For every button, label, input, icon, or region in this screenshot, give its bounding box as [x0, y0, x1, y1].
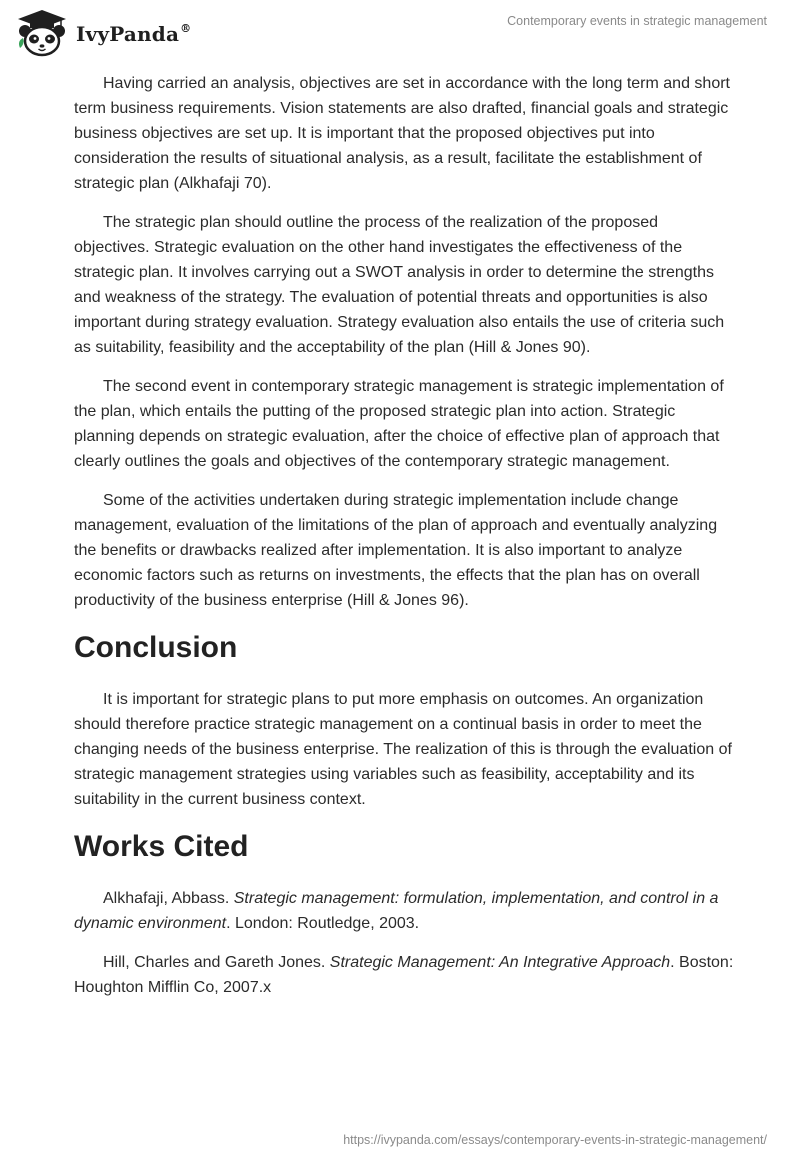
works-cited-heading: Works Cited — [74, 830, 249, 863]
citation-publication: . London: Routledge, 2003. — [226, 915, 420, 932]
site-logo[interactable] — [14, 8, 191, 58]
citation-entry — [74, 950, 734, 1000]
citation-publication: . Boston: Houghton Mifflin Co, 2007.x — [74, 954, 734, 996]
body-paragraph: Some of the activities undertaken during strategic implementation include change management, evaluation of the limitations of the plan of approach and eventually analyzing the benefits or drawbacks realized after implementation. It is also important to analyze economic factors such as returns on investments, the effects that the plan has on overall productivity of the business enterprise (Hill & Jones 96). — [74, 492, 718, 609]
citation-entry — [74, 886, 734, 936]
body-paragraph: The strategic plan should outline the process of the realization of the proposed objectives. Strategic evaluation on the other hand investigates the effectiveness of the strategic plan. It involves carrying out a SWOT analysis in order to determine the strengths and weakness of the strategy. The evaluation of potential threats and opportunities is also important during strategy evaluation. Strategy evaluation also entails the use of criteria such as suitability, feasibility and the acceptability of the plan (Hill & Jones 90). — [74, 214, 725, 356]
panda-graduate-icon — [14, 8, 70, 58]
citation-author: Alkhafaji, Abbass. — [103, 890, 234, 907]
conclusion-heading: Conclusion — [74, 631, 238, 664]
body-paragraph: Having carried an analysis, objectives are set in accordance with the long term and short term business requirements. Vision statements are also drafted, financial goals and strategic business objectives are set up. It is important that the proposed objectives put into consideration the results of situational analysis, as a result, facilitate the establishment of strategic plan (Alkhafaji 70). — [74, 75, 730, 192]
citation-author: Hill, Charles and Gareth Jones. — [103, 954, 330, 971]
logo-text: IvyPanda — [76, 22, 180, 46]
essay-content — [74, 71, 734, 1014]
registered-mark: ® — [180, 22, 192, 35]
citation-title: Strategic Management: An Integrative Approach — [329, 954, 671, 971]
conclusion-paragraph: It is important for strategic plans to put more emphasis on outcomes. An organization should therefore practice strategic management on a continual basis in order to meet the changing needs of the business enterprise. The realization of this is through the evaluation of strategic management strategies using variables such as feasibility, acceptability and its suitability in the current business context. — [74, 691, 732, 808]
citation-title: Strategic management: formulation, implementation, and control in a dynamic environment — [74, 890, 719, 932]
logo-wordmark — [76, 22, 191, 46]
source-url[interactable]: https://ivypanda.com/essays/contemporary-events-in-strategic-management/ — [343, 1133, 767, 1147]
body-paragraph: The second event in contemporary strategic management is strategic implementation of the plan, which entails the putting of the proposed strategic plan into action. Strategic planning depends on strategic evaluation, after the choice of effective plan of approach that clearly outlines the goals and objectives of the contemporary strategic management. — [74, 378, 724, 470]
page-header — [0, 0, 800, 60]
running-title: Contemporary events in strategic management — [507, 14, 767, 28]
